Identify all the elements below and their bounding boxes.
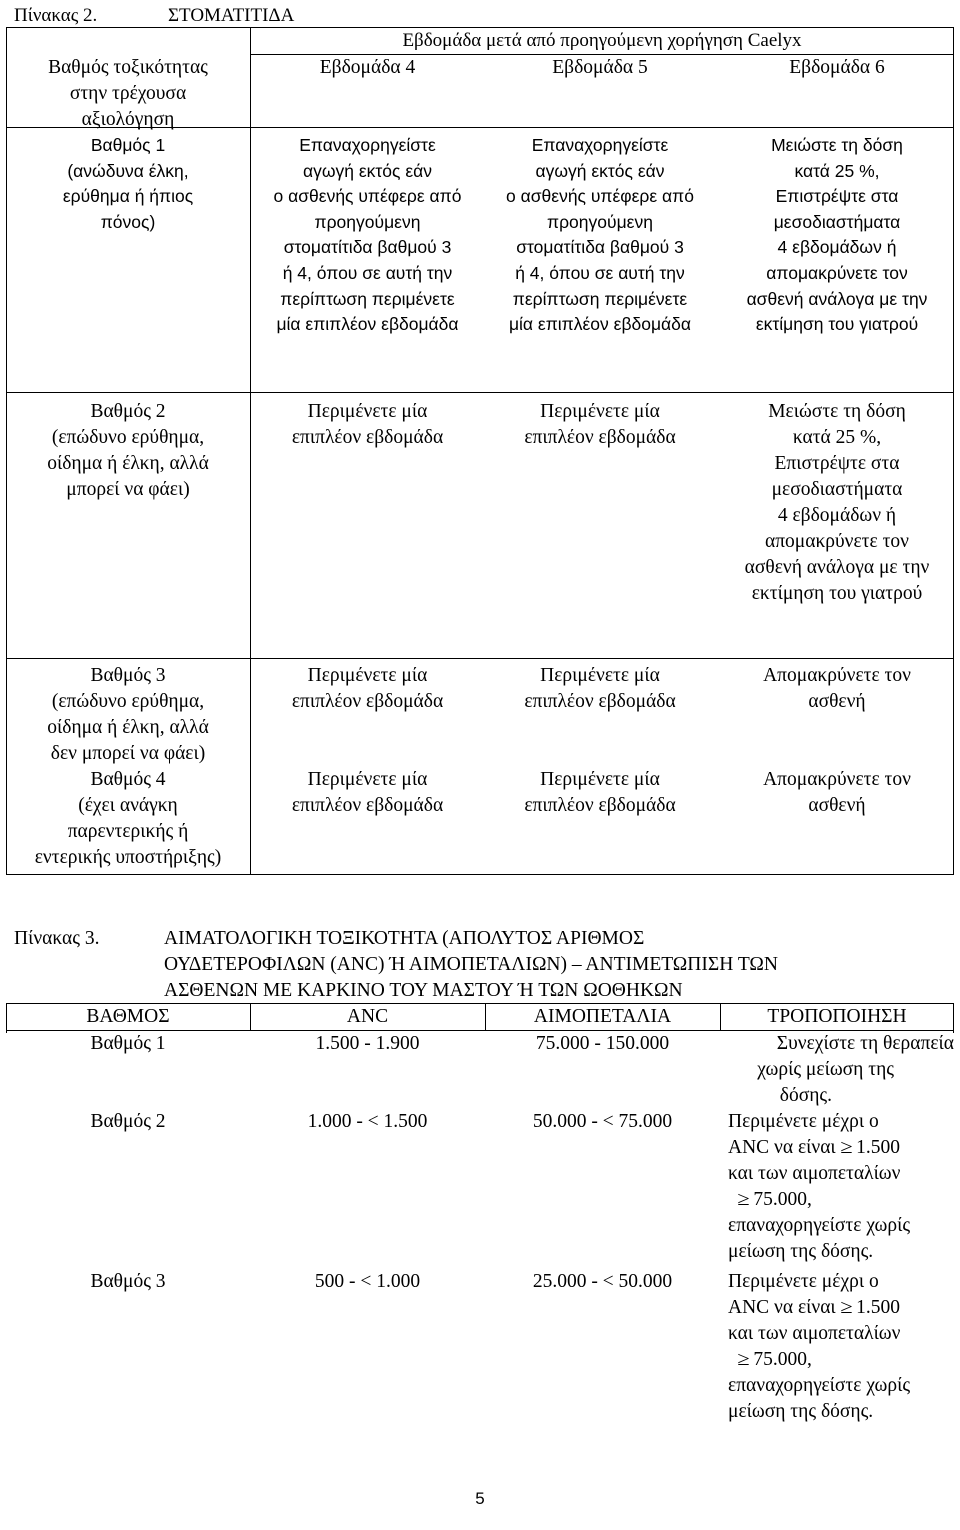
cell-line bbox=[720, 235, 954, 261]
cell-line: Επιστρέψτε στα bbox=[775, 186, 899, 207]
grade1-week4-cell bbox=[250, 133, 485, 338]
cell-line: Περιμένετε μία bbox=[307, 401, 428, 422]
title-line: ΟΥΔΕΤΕΡΟΦΙΛΩΝ (ANC) Ή ΑΙΜΟΠΕΤΑΛΙΩΝ) – ΑΝΤΙΜΕΤΩΠΙΣΗ ΤΩΝ bbox=[164, 954, 778, 975]
grade2-week4-cell bbox=[250, 399, 485, 451]
cell-fragment: 4 εβδομάδων bbox=[777, 505, 882, 526]
table2-title: ΣΤΟΜΑΤΙΤΙΔΑ bbox=[168, 5, 295, 26]
cell-line: περίπτωση περιμένετε bbox=[512, 288, 688, 309]
mod-line bbox=[728, 1295, 954, 1321]
geq-icon: ≥ bbox=[736, 1189, 750, 1210]
grade3-line: δεν μπορεί να φάει) bbox=[50, 743, 206, 764]
table3-row2-anc: 1.000 - < 1.500 bbox=[307, 1111, 428, 1132]
mod-line: Συνεχίστε τη θεραπεία bbox=[776, 1033, 954, 1054]
cell-line: αγωγή εκτός εάν bbox=[302, 160, 433, 181]
grade4-line: παρεντερικής ή bbox=[67, 821, 189, 842]
grade3-week6-cell bbox=[720, 663, 954, 715]
grade4-line: εντερικής υποστήριξης) bbox=[34, 847, 222, 868]
mod-line: μείωση της δόσης. bbox=[728, 1241, 874, 1262]
week5-header: Εβδομάδα 5 bbox=[552, 57, 648, 78]
cell-line: επιπλέον εβδομάδα bbox=[524, 427, 676, 448]
grade2-line: οίδημα ή έλκη, αλλά bbox=[47, 453, 209, 474]
grade2-line: μπορεί να φάει) bbox=[66, 479, 190, 500]
grade2-cell bbox=[6, 399, 250, 503]
table3-header-modification: ΤΡΟΠΟΠΟΙΗΣΗ bbox=[767, 1006, 907, 1027]
grade2-week6-cell bbox=[720, 399, 954, 607]
cell-line: Επαναχορηγείστε bbox=[531, 135, 669, 155]
mod-line: Περιμένετε μέχρι ο bbox=[728, 1111, 879, 1132]
cell-line: στοματίτιδα βαθμού 3 bbox=[283, 237, 452, 258]
geq-icon: ≥ bbox=[839, 1297, 853, 1318]
cell-line: εκτίμηση του γιατρού bbox=[755, 314, 919, 335]
table3-title bbox=[164, 926, 778, 1004]
cell-line: Περιμένετε μία bbox=[540, 665, 660, 686]
cell-line: στοματίτιδα βαθμού 3 bbox=[516, 237, 684, 258]
cell-line: επιπλέον εβδομάδα bbox=[524, 795, 676, 816]
grade3-week5-cell bbox=[485, 663, 715, 715]
cell-fragment: ή bbox=[885, 505, 897, 526]
grade4-week4-cell bbox=[250, 767, 485, 819]
cell-line: αγωγή εκτός εάν bbox=[535, 160, 665, 181]
cell-line: Μειώστε τη δόση bbox=[768, 401, 906, 422]
table3-row2-modification bbox=[728, 1109, 954, 1265]
table3-row2-platelets: 50.000 - < 75.000 bbox=[532, 1111, 673, 1132]
mod-fragment: ANC να είναι bbox=[728, 1297, 836, 1318]
grade3-week4-cell bbox=[250, 663, 485, 715]
header-line: Βαθμός τοξικότητας bbox=[48, 57, 208, 78]
cell-line: μεσοδιαστήματα bbox=[773, 211, 901, 232]
cell-line: Περιμένετε μία bbox=[540, 769, 660, 790]
cell-line bbox=[720, 503, 954, 529]
cell-line: απομακρύνετε τον bbox=[764, 531, 909, 552]
mod-line: δόσης. bbox=[779, 1085, 832, 1106]
grade2-week5-cell bbox=[485, 399, 715, 451]
mod-fragment: 1.500 bbox=[856, 1137, 900, 1158]
table3-header-anc: ANC bbox=[346, 1006, 389, 1027]
mod-fragment: 75.000, bbox=[753, 1189, 812, 1210]
table3-label: Πίνακας 3. bbox=[14, 928, 100, 949]
cell-line: ή 4, όπου σε αυτή την bbox=[282, 262, 453, 283]
week6-header: Εβδομάδα 6 bbox=[789, 57, 885, 78]
cell-line: Περιμένετε μία bbox=[307, 769, 428, 790]
mod-line: επαναχορηγείστε χωρίς bbox=[728, 1215, 911, 1236]
cell-line: μία επιπλέον εβδομάδα bbox=[508, 314, 692, 335]
cell-line: Απομακρύνετε τον bbox=[763, 769, 911, 790]
cell-line: ή 4, όπου σε αυτή την bbox=[515, 262, 685, 283]
cell-line: Επιστρέψτε στα bbox=[774, 453, 900, 474]
table3-row3-grade: Βαθμός 3 bbox=[90, 1271, 166, 1292]
grade1-week6-cell bbox=[720, 133, 954, 338]
cell-line: απομακρύνετε τον bbox=[766, 262, 908, 283]
grade1-cell bbox=[6, 133, 250, 235]
grade3-line: οίδημα ή έλκη, αλλά bbox=[47, 717, 209, 738]
table3-row1-grade: Βαθμός 1 bbox=[90, 1033, 166, 1054]
cell-line: εκτίμηση του γιατρού bbox=[751, 583, 923, 604]
cell-fragment: 4 εβδομάδων bbox=[777, 237, 882, 258]
grade3-cell bbox=[6, 663, 250, 767]
cell-line: κατά 25 %, bbox=[794, 160, 880, 181]
table3-header-grade: ΒΑΘΜΟΣ bbox=[86, 1006, 170, 1027]
table3-row1-anc: 1.500 - 1.900 bbox=[315, 1033, 420, 1054]
mod-fragment: 1.500 bbox=[856, 1297, 900, 1318]
cell-line: επιπλέον εβδομάδα bbox=[524, 691, 676, 712]
cell-line: επιπλέον εβδομάδα bbox=[291, 691, 444, 712]
page-number: 5 bbox=[475, 1489, 485, 1508]
grade4-line: Βαθμός 4 bbox=[90, 769, 166, 790]
grade4-week6-cell bbox=[720, 767, 954, 819]
mod-line bbox=[728, 1135, 954, 1161]
cell-line: Απομακρύνετε τον bbox=[763, 665, 911, 686]
cell-line: ασθενή bbox=[808, 795, 866, 816]
cell-line: ο ασθενής υπέφερε από bbox=[506, 186, 694, 207]
grade4-line: (έχει ανάγκη bbox=[78, 795, 178, 816]
cell-line: Μειώστε τη δόση bbox=[771, 135, 903, 155]
cell-line: ασθενή bbox=[808, 691, 866, 712]
title-line: ΑΙΜΑΤΟΛΟΓΙΚΗ ΤΟΞΙΚΟΤΗΤΑ (ΑΠΟΛΥΤΟΣ ΑΡΙΘΜΟΣ bbox=[164, 928, 645, 949]
cell-line: προηγούμενη bbox=[314, 211, 421, 232]
mod-line: επαναχορηγείστε χωρίς bbox=[728, 1375, 911, 1396]
grade1-line: (ανώδυνα έλκη, bbox=[67, 160, 189, 181]
grade1-line: Βαθμός 1 bbox=[90, 135, 166, 155]
table3-row3-anc: 500 - < 1.000 bbox=[314, 1271, 421, 1292]
cell-line: μία επιπλέον εβδομάδα bbox=[276, 314, 459, 335]
cell-line: επιπλέον εβδομάδα bbox=[291, 795, 444, 816]
cell-fragment: ή bbox=[886, 237, 897, 258]
grade1-line: ερύθημα ή ήπιος bbox=[62, 186, 194, 207]
header-line: αξιολόγηση bbox=[81, 109, 175, 130]
geq-icon: ≥ bbox=[839, 1137, 853, 1158]
header-line: στην τρέχουσα bbox=[69, 83, 187, 104]
cell-line: ασθενή ανάλογα με την bbox=[744, 557, 930, 578]
mod-line: και των αιμοπεταλίων bbox=[728, 1323, 901, 1344]
geq-icon: ≥ bbox=[736, 1349, 750, 1370]
cell-line: Επαναχορηγείστε bbox=[299, 135, 436, 155]
cell-line: προηγούμενη bbox=[547, 211, 653, 232]
table2-label: Πίνακας 2. bbox=[14, 5, 98, 26]
table3-row1-modification bbox=[728, 1031, 954, 1109]
mod-line bbox=[728, 1187, 954, 1213]
grade4-week5-cell bbox=[485, 767, 715, 819]
table3-row3-platelets: 25.000 - < 50.000 bbox=[532, 1271, 673, 1292]
cell-line: περίπτωση περιμένετε bbox=[280, 288, 455, 309]
grade1-line: πόνος) bbox=[100, 211, 156, 232]
grade3-line: Βαθμός 3 bbox=[90, 665, 166, 686]
table2-span-header: Εβδομάδα μετά από προηγούμενη χορήγηση Caelyx bbox=[402, 30, 802, 51]
cell-line: μεσοδιαστήματα bbox=[771, 479, 903, 500]
mod-line: Περιμένετε μέχρι ο bbox=[728, 1271, 879, 1292]
mod-line: και των αιμοπεταλίων bbox=[728, 1163, 901, 1184]
mod-fragment: 75.000, bbox=[753, 1349, 812, 1370]
table3-row2-grade: Βαθμός 2 bbox=[90, 1111, 166, 1132]
grade1-week5-cell bbox=[485, 133, 715, 338]
cell-line: Περιμένετε μία bbox=[307, 665, 428, 686]
cell-line: επιπλέον εβδομάδα bbox=[291, 427, 444, 448]
cell-line: ασθενή ανάλογα με την bbox=[746, 288, 928, 309]
cell-line: κατά 25 %, bbox=[792, 427, 882, 448]
mod-line: χωρίς μείωση της bbox=[757, 1059, 894, 1080]
table3-row1-platelets: 75.000 - 150.000 bbox=[535, 1033, 670, 1054]
cell-line: ο ασθενής υπέφερε από bbox=[273, 186, 462, 207]
table3-header-platelets: ΑΙΜΟΠΕΤΑΛΙΑ bbox=[533, 1006, 672, 1027]
grade2-line: Βαθμός 2 bbox=[90, 401, 166, 422]
week4-header: Εβδομάδα 4 bbox=[319, 57, 416, 78]
grade4-cell bbox=[6, 767, 250, 871]
cell-line: Περιμένετε μία bbox=[540, 401, 660, 422]
table2-row-rule bbox=[6, 658, 954, 659]
mod-line bbox=[728, 1347, 954, 1373]
mod-fragment: ANC να είναι bbox=[728, 1137, 836, 1158]
table2-grade-col-header bbox=[6, 55, 250, 133]
grade2-line: (επώδυνο ερύθημα, bbox=[51, 427, 205, 448]
grade3-line: (επώδυνο ερύθημα, bbox=[51, 691, 205, 712]
table3-row3-modification bbox=[728, 1269, 954, 1425]
table2-row-rule bbox=[6, 392, 954, 393]
title-line: ΑΣΘΕΝΩΝ ΜΕ ΚΑΡΚΙΝΟ ΤΟΥ ΜΑΣΤΟΥ Ή ΤΩΝ ΩΟΘΗΚΩΝ bbox=[164, 980, 683, 1001]
mod-line: μείωση της δόσης. bbox=[728, 1401, 874, 1422]
